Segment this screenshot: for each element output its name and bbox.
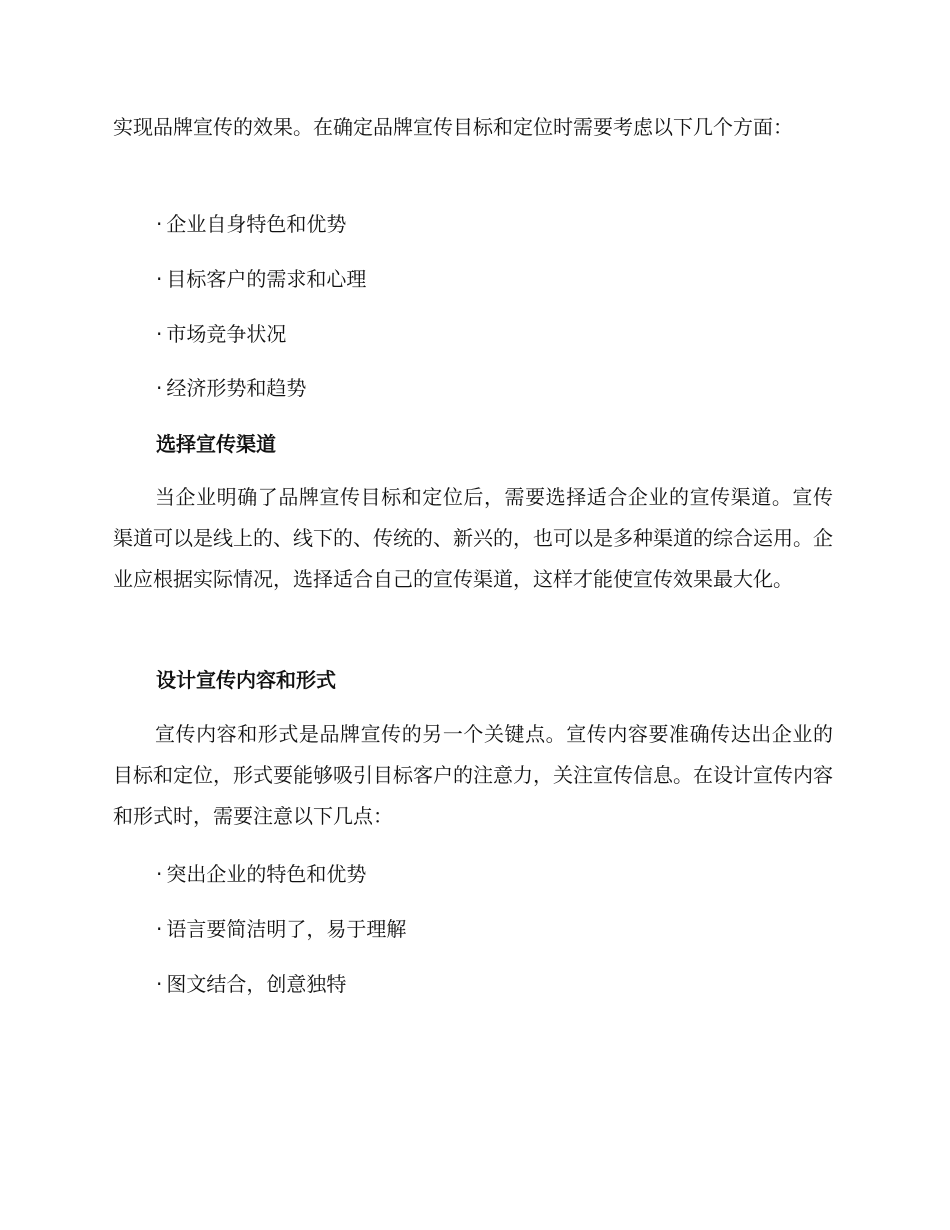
section-paragraph: 宣传内容和形式是品牌宣传的另一个关键点。宣传内容要准确传达出企业的目标和定位，形式要能够吸引目标客户的注意力，关注宣传信息。在设计宣传内容和形式时，需要注意以下几点： xyxy=(113,722,833,828)
list-item xyxy=(156,970,346,998)
list-item xyxy=(156,210,346,238)
list-item-text: 语言要简洁明了，易于理解 xyxy=(166,917,407,941)
bullet-symbol: · xyxy=(156,972,163,996)
list-item-text: 目标客户的需求和心理 xyxy=(166,267,367,291)
list-item xyxy=(156,374,306,402)
section-paragraph: 当企业明确了品牌宣传目标和定位后，需要选择适合企业的宣传渠道。宣传渠道可以是线上的、线下的、传统的、新兴的，也可以是多种渠道的综合运用。企业应根据实际情况，选择适合自己的宣传渠道，这样才能使宣传效果最大化。 xyxy=(113,485,833,591)
list-item-text: 企业自身特色和优势 xyxy=(166,212,347,236)
bullet-symbol: · xyxy=(156,322,163,346)
bullet-symbol: · xyxy=(156,212,163,236)
list-item xyxy=(156,860,366,888)
list-item-text: 市场竞争状况 xyxy=(166,322,287,346)
bullet-symbol: · xyxy=(156,862,163,886)
list-item-text: 经济形势和趋势 xyxy=(166,376,307,400)
list-item-text: 突出企业的特色和优势 xyxy=(166,862,367,886)
section-heading: 选择宣传渠道 xyxy=(156,432,276,456)
bullet-symbol: · xyxy=(156,917,163,941)
bullet-symbol: · xyxy=(156,267,163,291)
bullet-symbol: · xyxy=(156,376,163,400)
intro-paragraph: 实现品牌宣传的效果。在确定品牌宣传目标和定位时需要考虑以下几个方面： xyxy=(113,115,793,139)
section-heading: 设计宣传内容和形式 xyxy=(156,668,336,692)
list-item xyxy=(156,320,286,348)
list-item xyxy=(156,265,366,293)
list-item xyxy=(156,915,406,943)
list-item-text: 图文结合，创意独特 xyxy=(166,972,347,996)
